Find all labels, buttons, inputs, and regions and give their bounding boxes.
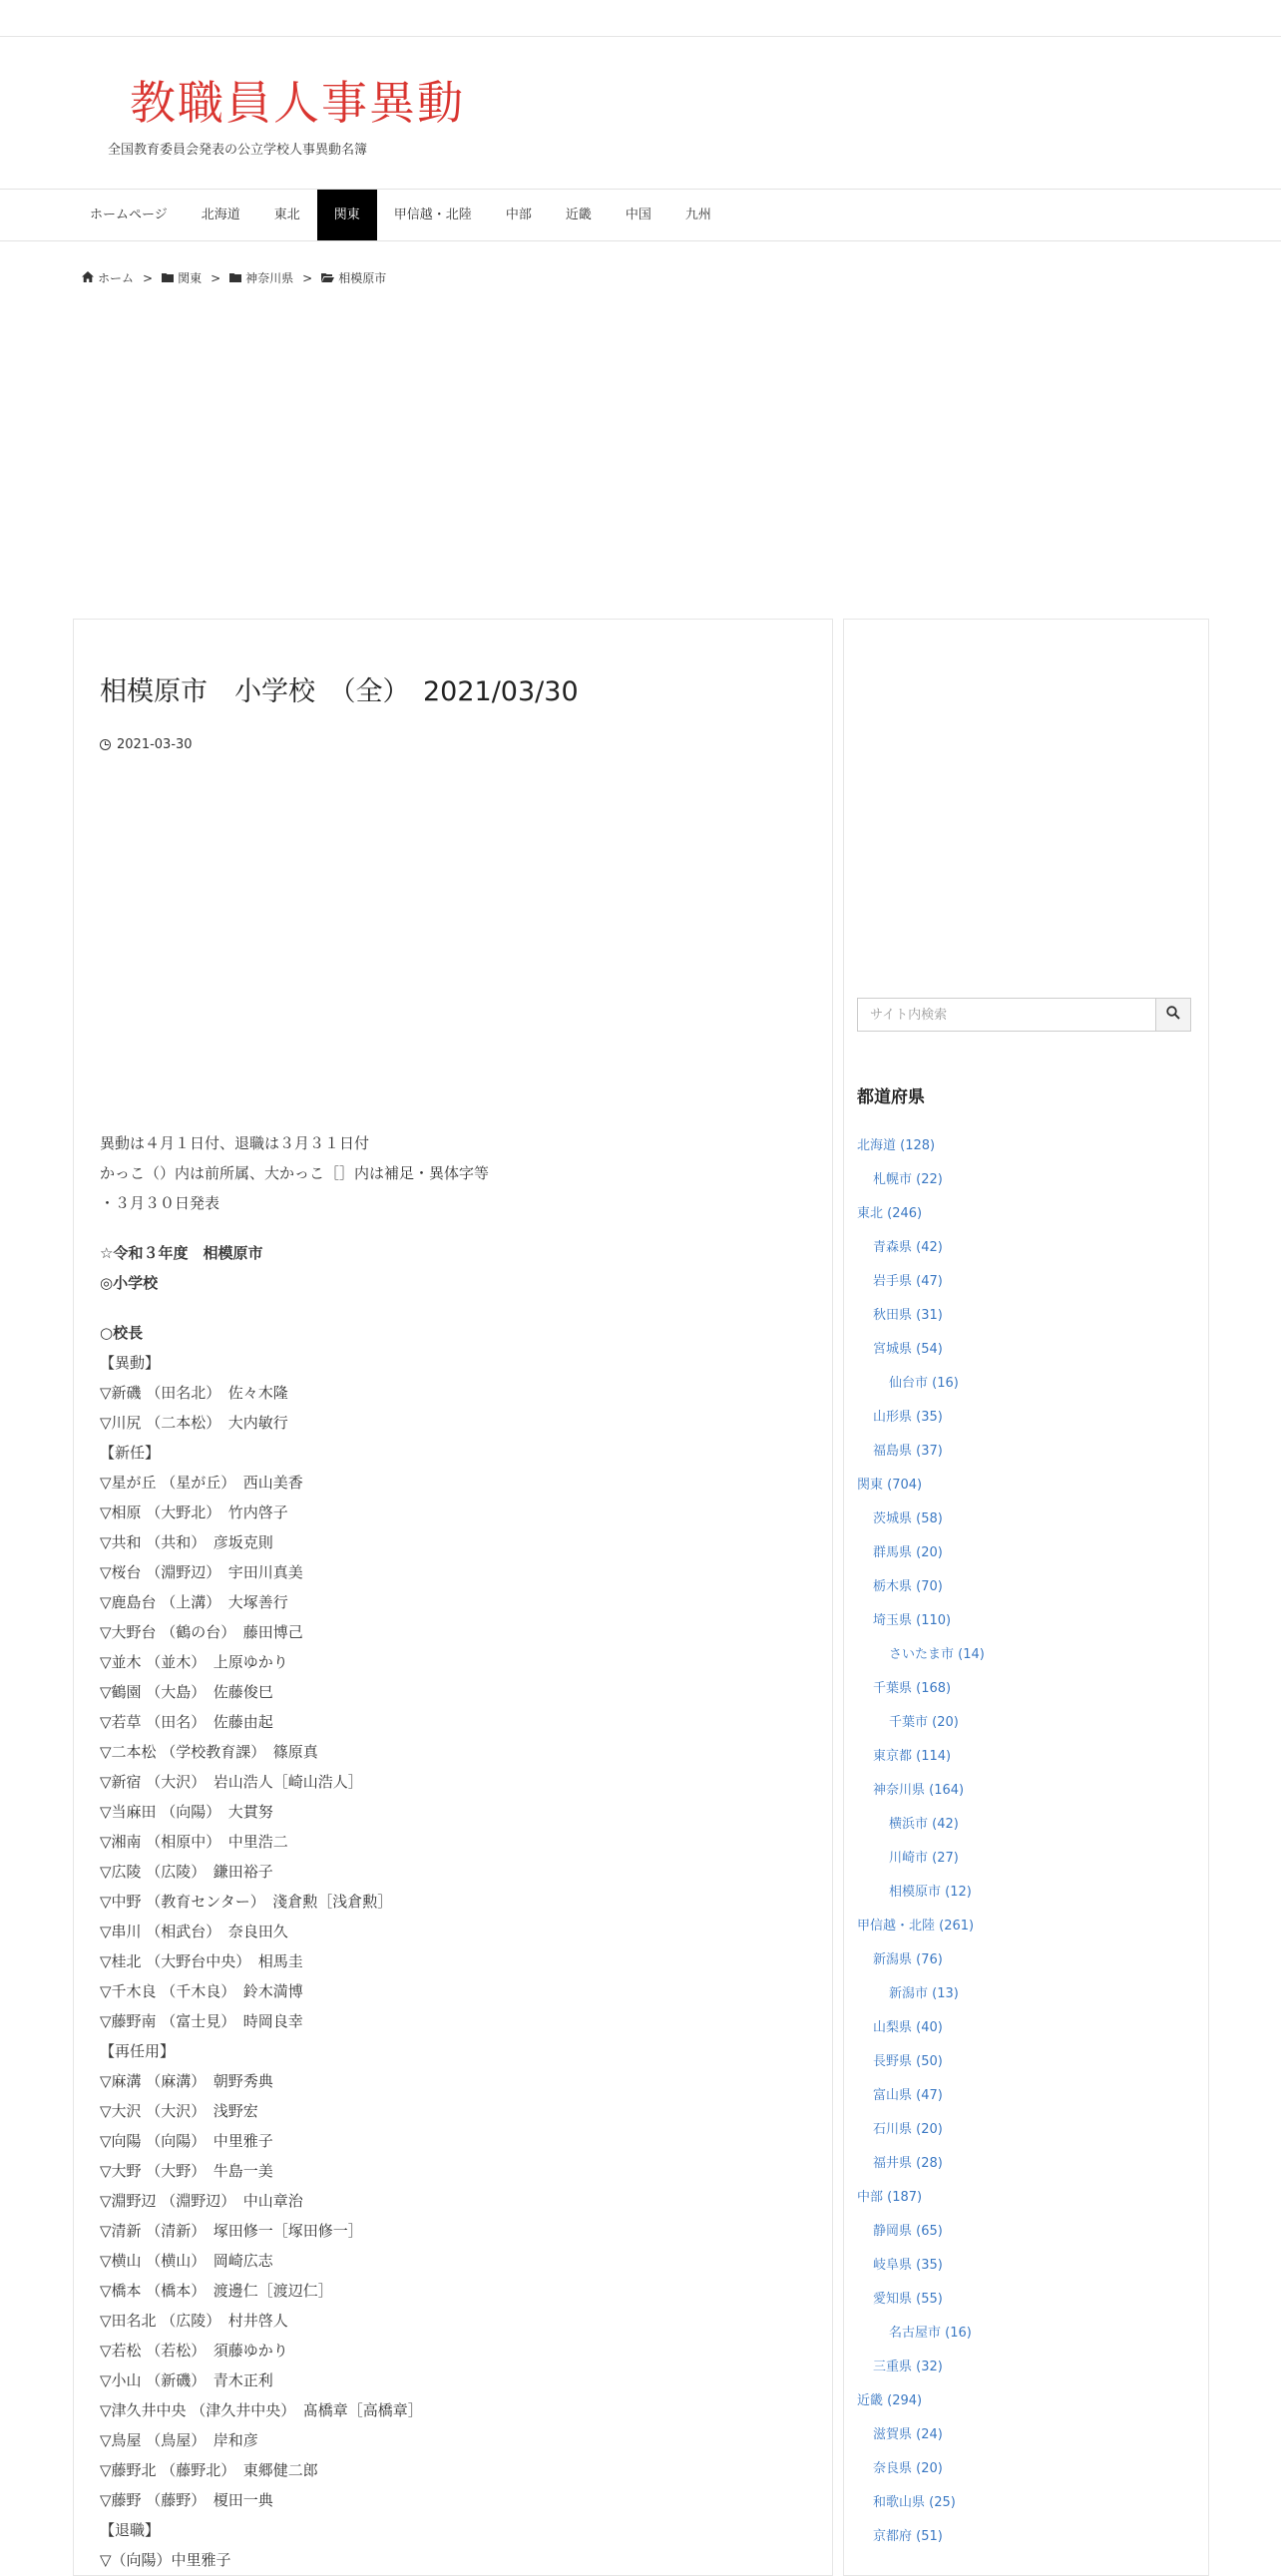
category-link[interactable]: 相模原市 (12) [889,1885,972,1900]
category-link[interactable]: 山形県 (35) [873,1410,943,1425]
search-form [857,998,1191,1032]
nav-item[interactable]: 甲信越・北陸 [393,208,472,222]
content-line: ▽麻溝 （麻溝） 朝野秀典 [100,2072,273,2090]
category-link[interactable]: 岐阜県 (35) [873,2258,943,2273]
breadcrumb-label: 関東 [178,271,203,285]
nav-item[interactable]: 中部 [505,208,532,222]
category-link[interactable]: 甲信越・北陸 (261) [857,1919,975,1933]
breadcrumb-separator: > [302,270,313,285]
content-line: ▽淵野辺 （淵野辺） 中山章治 [100,2192,303,2210]
breadcrumb-label: ホーム [98,271,135,285]
category-link[interactable]: 滋賀県 (24) [873,2427,943,2442]
nav-item[interactable]: 関東 [317,190,377,240]
nav-item[interactable]: 北海道 [201,208,240,222]
search-button[interactable] [1155,999,1190,1031]
category-link[interactable]: 新潟市 (13) [889,1986,959,2001]
post-date [100,737,193,752]
content-line: ▽星が丘 （星が丘） 西山美香 [100,1474,303,1492]
category-link[interactable]: 横浜市 (42) [889,1817,959,1832]
category-link[interactable]: 群馬県 (20) [873,1545,943,1560]
site-header [0,37,1281,189]
folder-icon [162,271,174,285]
category-link[interactable]: 中部 (187) [857,2190,923,2205]
content-line: ▽当麻田 （向陽） 大貫努 [100,1803,273,1821]
content-line: ▽大野 （大野） 牛島一美 [100,2162,273,2180]
category-link[interactable]: さいたま市 (14) [889,1647,985,1662]
content-line: ☆令和３年度 相模原市 [100,1244,263,1262]
category-link[interactable]: 富山県 (47) [873,2088,943,2103]
category-link[interactable]: 栃木県 (70) [873,1579,943,1594]
category-link[interactable]: 札幌市 (22) [873,1172,943,1187]
nav-item[interactable]: 九州 [684,208,711,222]
content-line: ▽清新 （清新） 塚田修一［塚田修一］ [100,2222,363,2240]
category-link[interactable]: 東京都 (114) [873,1749,952,1764]
category-link[interactable]: 川崎市 (27) [889,1851,959,1866]
category-link[interactable]: 埼玉県 (110) [873,1613,952,1628]
content-line: ▽広陵 （広陵） 鎌田裕子 [100,1863,273,1881]
content-line: 【再任用】 [100,2042,176,2060]
category-link[interactable]: 神奈川県 (164) [873,1783,965,1798]
category-link[interactable]: 福島県 (37) [873,1444,943,1459]
content-line: ▽鶴園 （大島） 佐藤俊巳 [100,1683,273,1701]
breadcrumb-city[interactable] [321,269,386,286]
content-line: ▽川尻 （二本松） 大内敏行 [100,1414,288,1432]
top-bar [0,0,1281,37]
category-link[interactable]: 千葉市 (20) [889,1715,959,1730]
content-line: ▽新宿 （大沢） 岩山浩人［崎山浩人］ [100,1773,363,1791]
content-line: 異動は４月１日付、退職は３月３１日付 [100,1134,370,1152]
content-line: ▽津久井中央 （津久井中央） 髙橋章［高橋章］ [100,2401,423,2419]
content-line: ▽（向陽）中里雅子 [100,2551,231,2569]
content-line: ▽若草 （田名） 佐藤由起 [100,1713,273,1731]
content-line: ▽藤野南 （富士見） 時岡良幸 [100,2012,303,2030]
category-link[interactable]: 長野県 (50) [873,2054,943,2069]
category-link[interactable]: 近畿 (294) [857,2393,923,2408]
content-line: ▽若松 （若松） 須藤ゆかり [100,2342,288,2360]
category-link[interactable]: 京都府 (51) [873,2529,943,2544]
content-line: 【退職】 [100,2521,161,2539]
spacer [100,1298,798,1318]
content-line: ▽藤野 （藤野） 榎田一典 [100,2491,273,2509]
category-link[interactable]: 静岡県 (65) [873,2224,943,2239]
category-list [857,1129,985,2554]
category-link[interactable]: 石川県 (20) [873,2122,943,2137]
site-tagline: 全国教育委員会発表の公立学校人事異動名簿 [108,143,368,158]
content-line: ▽田名北 （広陵） 村井啓人 [100,2312,288,2330]
content-line: ▽串川 （相武台） 奈良田久 [100,1923,288,1940]
content-line: ▽藤野北 （藤野北） 東郷健二郎 [100,2461,318,2479]
content-line: ▽中野 （教育センター） 淺倉勲［浅倉勲］ [100,1893,393,1911]
site-logo[interactable]: 教職員人事異動 [130,76,465,130]
breadcrumb-home[interactable] [82,269,134,286]
content-line: ▽並木 （並木） 上原ゆかり [100,1653,288,1671]
content-line: ◎小学校 [100,1274,159,1292]
category-link[interactable]: 三重県 (32) [873,2360,943,2374]
content-line: ▽二本松 （学校教育課） 篠原真 [100,1743,318,1761]
content-line: ▽鹿島台 （上溝） 大塚善行 [100,1593,288,1611]
nav-item[interactable]: 中国 [625,208,651,222]
category-link[interactable]: 関東 (704) [857,1478,923,1493]
sidebar [843,619,1209,2576]
category-link[interactable]: 新潟県 (76) [873,1952,943,1967]
content-line: ▽湘南 （相原中） 中里浩二 [100,1833,288,1851]
category-link[interactable]: 福井県 (28) [873,2156,943,2171]
post-title: 相模原市 小学校 （全） 2021/03/30 [100,676,579,707]
search-input[interactable] [858,999,1155,1031]
category-link[interactable]: 北海道 (128) [857,1138,936,1153]
content-line: ▽千木良 （千木良） 鈴木満博 [100,1982,303,2000]
content-line: ・３月３０日発表 [100,1194,220,1212]
content-line: ▽鳥屋 （鳥屋） 岸和彦 [100,2431,258,2449]
search-icon [1166,1006,1180,1024]
category-link[interactable]: 岩手県 (47) [873,1274,943,1289]
article-container [73,619,833,2576]
category-link[interactable]: 青森県 (42) [873,1240,943,1255]
home-icon [82,271,94,285]
content-line: ▽向陽 （向陽） 中里雅子 [100,2132,273,2150]
category-link[interactable]: 千葉県 (168) [873,1681,952,1696]
category-link[interactable]: 東北 (246) [857,1206,923,1221]
folder-open-icon [321,271,334,285]
global-nav [0,189,1281,241]
breadcrumb-region[interactable] [162,269,202,286]
content-line: ▽相原 （大野北） 竹内啓子 [100,1503,288,1521]
breadcrumb-prefecture[interactable] [229,269,293,286]
content-line: ▽橋本 （橋本） 渡邊仁［渡辺仁］ [100,2282,333,2300]
breadcrumb-separator: > [211,270,221,285]
clock-icon [100,739,111,750]
content-line: ▽共和 （共和） 彦坂克則 [100,1533,273,1551]
category-link[interactable]: 和歌山県 (25) [873,2495,956,2510]
category-link[interactable]: 秋田県 (31) [873,1308,943,1323]
nav-item[interactable]: 近畿 [565,208,592,222]
post-content [100,1128,798,2575]
content-line: ▽桂北 （大野台中央） 相馬圭 [100,1952,303,1970]
content-line: ▽新磯 （田名北） 佐々木隆 [100,1384,288,1402]
category-link[interactable]: 奈良県 (20) [873,2461,943,2476]
content-line: 【新任】 [100,1444,161,1462]
folder-icon [229,271,241,285]
category-link[interactable]: 山梨県 (40) [873,2020,943,2035]
breadcrumb-label: 神奈川県 [245,271,294,285]
nav-item[interactable]: 東北 [273,208,300,222]
category-link[interactable]: 仙台市 (16) [889,1376,959,1391]
content-line: 【異動】 [100,1354,161,1372]
category-widget-title: 都道府県 [857,1087,925,1107]
category-link[interactable]: 名古屋市 (16) [889,2326,972,2341]
spacer [100,1218,798,1238]
nav-item[interactable]: ホームページ [90,208,168,222]
content-line: ▽小山 （新磯） 青木正利 [100,2371,273,2389]
content-line: ▽桜台 （淵野辺） 宇田川真美 [100,1563,303,1581]
category-link[interactable]: 茨城県 (58) [873,1511,943,1526]
content-line: ▽横山 （横山） 岡崎広志 [100,2252,273,2270]
category-link[interactable]: 宮城県 (54) [873,1342,943,1357]
breadcrumb-label: 相模原市 [338,271,387,285]
post-date-text: 2021-03-30 [117,737,193,752]
content-line: ▽大沢 （大沢） 浅野宏 [100,2102,258,2120]
category-link[interactable]: 愛知県 (55) [873,2292,943,2307]
breadcrumb-separator: > [143,270,154,285]
content-line: かっこ（）内は前所属、大かっこ［］内は補足・異体字等 [100,1164,490,1182]
content-line: ○校長 [100,1324,144,1342]
breadcrumb [82,269,386,286]
content-line: ▽大野台 （鶴の台） 藤田博己 [100,1623,303,1641]
